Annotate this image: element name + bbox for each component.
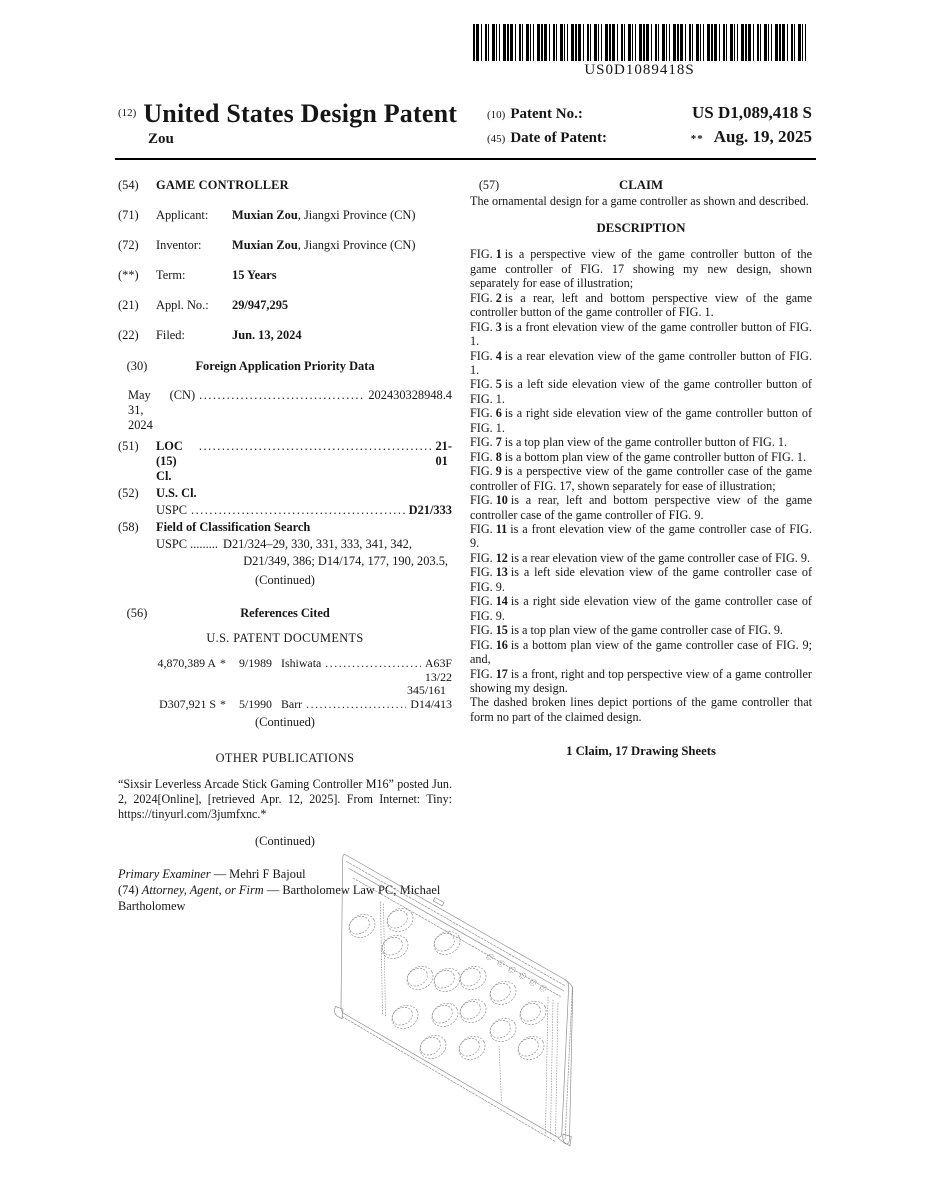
search-uspc-row xyxy=(118,537,452,552)
fig-text: is a front elevation view of the game controller button of FIG. 1. xyxy=(470,319,812,349)
fig-prefix: FIG. xyxy=(470,406,493,421)
examiner-label: Primary Examiner xyxy=(118,867,211,882)
figure-description xyxy=(470,565,812,594)
fig-number: 9 xyxy=(495,464,502,479)
fig-prefix: FIG. xyxy=(470,493,493,508)
fig-prefix: FIG. xyxy=(470,594,493,609)
attorney-name: — Bartholomew Law PC; Michael Bartholomew xyxy=(118,883,441,914)
fig-prefix: FIG. xyxy=(470,348,493,363)
term-value: 15 Years xyxy=(232,268,277,282)
fig-prefix: FIG. xyxy=(470,521,493,536)
uspc-label: USPC xyxy=(156,503,187,517)
priority-number: 202430328948.4 xyxy=(368,388,452,402)
patent-no-label: Patent No.: xyxy=(510,106,583,122)
term-stars: ** xyxy=(690,133,704,145)
patent-no-value: US D1,089,418 S xyxy=(692,103,812,122)
fig-number: 6 xyxy=(495,406,502,421)
fig-text: is a right side elevation view of the game controller button of FIG. 1. xyxy=(470,406,812,435)
claim-heading-row xyxy=(470,178,812,192)
search-classes-2: D21/349, 386; D14/174, 177, 190, 203.5, xyxy=(243,554,448,568)
patent-number-row xyxy=(487,103,812,123)
ref-name: Barr xyxy=(281,696,303,711)
ref-date: 5/1990 xyxy=(238,696,272,711)
figure-description xyxy=(470,551,812,565)
figure-description xyxy=(470,623,812,637)
fig-text: is a rear, left and bottom perspective view of the game controller button of the game controller of FIG. 1. xyxy=(470,290,812,320)
references-heading xyxy=(118,606,452,621)
search-label: Field of Classification Search xyxy=(156,520,311,534)
figure-description xyxy=(470,349,812,378)
field-label: Inventor: xyxy=(156,238,202,252)
priority-heading xyxy=(118,359,452,374)
fig-prefix: FIG. xyxy=(470,464,493,479)
barcode-number: US0D1089418S xyxy=(584,62,695,78)
search-code: (58) xyxy=(118,520,139,534)
uspc-value: D21/333 xyxy=(408,503,452,517)
search-continued: (Continued) xyxy=(255,573,315,587)
invention-title: GAME CONTROLLER xyxy=(156,178,289,192)
fig-prefix: FIG. xyxy=(470,550,493,565)
fig-number: 1 xyxy=(495,247,502,262)
us-patent-documents-heading: U.S. PATENT DOCUMENTS xyxy=(206,631,364,645)
references-code: (56) xyxy=(126,606,148,620)
field-value xyxy=(232,238,415,253)
field-search-row xyxy=(118,520,452,535)
search-classes-1: D21/324–29, 330, 331, 333, 341, 342, xyxy=(223,537,412,551)
field-code: (72) xyxy=(118,238,139,252)
claims-sheets-note: 1 Claim, 17 Drawing Sheets xyxy=(566,744,716,759)
other-publications-heading: OTHER PUBLICATIONS xyxy=(215,751,355,766)
figure-description xyxy=(470,247,812,290)
uscl-code: (52) xyxy=(118,486,139,500)
publications-continued: (Continued) xyxy=(255,834,315,849)
ref-class-overflow: 345/161 xyxy=(407,683,446,698)
date-value xyxy=(691,127,812,147)
field-value xyxy=(232,208,415,223)
priority-country: (CN) xyxy=(169,388,196,402)
loc-label: LOC (15) Cl. xyxy=(156,439,183,483)
field-label: Applicant: xyxy=(156,208,209,222)
ref-date: 9/1989 xyxy=(238,656,272,670)
appl-no-row xyxy=(118,298,452,313)
ref-class: A63F 13/22 xyxy=(424,656,452,684)
game-controller-figure xyxy=(320,840,582,1152)
applicant-name: Muxian Zou xyxy=(232,208,298,222)
field-value xyxy=(232,268,277,283)
fig-number: 10 xyxy=(495,493,508,508)
fig-prefix: FIG. xyxy=(470,290,493,305)
fig-prefix: FIG. xyxy=(470,319,493,334)
dot-leader xyxy=(325,657,421,684)
term-row xyxy=(118,268,452,283)
title-row xyxy=(118,178,452,193)
reference-row xyxy=(118,657,452,684)
fig-prefix: FIG. xyxy=(470,637,493,652)
uscl-label: U.S. Cl. xyxy=(156,486,197,500)
fig-number: 2 xyxy=(495,290,502,305)
document-title: United States Design Patent xyxy=(143,99,458,128)
applicant-row xyxy=(118,208,452,223)
fig-text: is a perspective view of the game controller button of the game controller of FIG. 17 showing my new design, shown separately for ease of illustration; xyxy=(470,247,812,291)
applicant-rest: , Jiangxi Province (CN) xyxy=(297,208,416,222)
patent-number-block xyxy=(487,103,812,151)
field-value xyxy=(232,298,288,313)
loc-code: (51) xyxy=(118,439,139,453)
fig-text: is a left side elevation view of the game controller button of FIG. 1. xyxy=(470,377,812,406)
fig-text: is a front elevation view of the game controller case of FIG. 9. xyxy=(470,521,812,551)
fig-number: 5 xyxy=(495,377,502,392)
us-class-row xyxy=(118,486,452,501)
ref-name: Ishiwata xyxy=(281,656,322,670)
inventor-name: Muxian Zou xyxy=(232,238,298,252)
fig-text: is a rear elevation view of the game controller button of FIG. 1. xyxy=(470,348,812,377)
fig-prefix: FIG. xyxy=(470,623,493,638)
dot-leader xyxy=(306,698,406,712)
description-heading: DESCRIPTION xyxy=(596,220,686,235)
attorney-label: Attorney, Agent, or Firm xyxy=(141,883,264,898)
inventor-row xyxy=(118,238,452,253)
fig-number: 12 xyxy=(495,550,508,565)
fig-number: 7 xyxy=(495,435,502,450)
uspc-row xyxy=(118,503,452,518)
fig-text: is a right side elevation view of the game controller case of FIG. 9. xyxy=(470,594,812,623)
fig-prefix: FIG. xyxy=(470,247,493,262)
dot-leader xyxy=(191,503,405,518)
figure-description xyxy=(470,406,812,435)
ref-star: * xyxy=(220,656,226,670)
fig-number: 15 xyxy=(495,623,508,638)
figure-description xyxy=(470,522,812,551)
claim-heading: CLAIM xyxy=(618,178,664,192)
fig-number: 3 xyxy=(495,319,502,334)
patent-date-row xyxy=(487,127,812,147)
date-label: Date of Patent: xyxy=(510,130,607,146)
filed-row xyxy=(118,328,452,343)
fig-number: 4 xyxy=(495,348,502,363)
title-code: (54) xyxy=(118,178,139,192)
right-column xyxy=(470,178,812,914)
field-code: (21) xyxy=(118,298,139,312)
filed-value: Jun. 13, 2024 xyxy=(232,328,302,342)
kind-code: (12) xyxy=(118,107,137,119)
fig-text: is a left side elevation view of the game controller case of FIG. 9. xyxy=(470,565,812,594)
inventor-rest: , Jiangxi Province (CN) xyxy=(297,238,416,252)
fig-number: 11 xyxy=(495,521,508,536)
field-label: Filed: xyxy=(156,328,185,342)
fig-text: is a perspective view of the game controller case of the game controller of FIG. 17, shown separately for ease of illustration; xyxy=(470,464,812,493)
appl-no-value: 29/947,295 xyxy=(232,298,289,312)
figure-description xyxy=(470,594,812,623)
date-text: Aug. 19, 2025 xyxy=(713,127,812,146)
claim-text: The ornamental design for a game controller as shown and described. xyxy=(470,194,809,209)
ref-number: D307,921 S xyxy=(159,696,216,711)
document-type-header xyxy=(118,99,457,129)
fig-text: is a front, right and top perspective view of a game controller showing my design. xyxy=(470,666,812,695)
field-code: (22) xyxy=(118,328,139,342)
figure-description xyxy=(470,377,812,406)
fig-number: 8 xyxy=(495,449,502,464)
fig-prefix: FIG. xyxy=(470,435,493,450)
ref-number: 4,870,389 A xyxy=(157,656,216,670)
dot-leader xyxy=(199,439,432,484)
fig-prefix: FIG. xyxy=(470,666,493,681)
references-continued: (Continued) xyxy=(255,715,315,730)
priority-date: May 31, 2024 xyxy=(128,388,153,432)
loc-value: 21-01 xyxy=(435,439,452,468)
inventor-surname: Zou xyxy=(148,131,174,147)
fig-text: is a bottom plan view of the game controller button of FIG. 1. xyxy=(504,449,807,464)
patent-barcode xyxy=(473,24,806,61)
figure-description xyxy=(470,450,812,464)
fig-number: 16 xyxy=(495,637,508,652)
fig-number: 13 xyxy=(495,565,508,580)
field-value xyxy=(232,328,302,343)
figure-description xyxy=(470,638,812,667)
priority-entry xyxy=(118,388,452,433)
figure-description xyxy=(470,291,812,320)
fig-text: is a rear, left and bottom perspective view of the game controller case of the game controller of FIG. 9. xyxy=(470,493,812,522)
patent-no-code: (10) xyxy=(487,109,506,121)
fig-text: is a top plan view of the game controller case of FIG. 9. xyxy=(510,623,783,638)
field-label: Appl. No.: xyxy=(156,298,209,312)
fig-prefix: FIG. xyxy=(470,449,493,464)
figure-description xyxy=(470,493,812,522)
reference-row xyxy=(118,698,452,712)
examiner-name: — Mehri F Bajoul xyxy=(213,867,306,882)
left-column xyxy=(118,178,452,914)
dot-leader xyxy=(199,388,364,433)
attorney-code: (74) xyxy=(118,883,139,898)
field-code: (71) xyxy=(118,208,139,222)
figure-description xyxy=(470,464,812,493)
figure-description xyxy=(470,667,812,696)
dot-leader-short: ......... xyxy=(190,537,218,551)
loc-class-row xyxy=(118,439,452,484)
priority-code: (30) xyxy=(126,359,148,373)
date-code: (45) xyxy=(487,133,506,145)
claim-code: (57) xyxy=(478,178,500,192)
fig-number: 14 xyxy=(495,594,508,609)
priority-heading-text: Foreign Application Priority Data xyxy=(195,359,375,373)
field-code: (**) xyxy=(118,268,139,282)
fig-prefix: FIG. xyxy=(470,565,493,580)
ref-class: D14/413 xyxy=(410,696,452,711)
fig-text: is a top plan view of the game controller button of FIG. 1. xyxy=(504,435,788,450)
broken-lines-note: The dashed broken lines depict portions of the game controller that form no part of the claimed design. xyxy=(470,695,812,724)
figure-description xyxy=(470,435,812,449)
fig-text: is a rear elevation view of the game controller case of FIG. 9. xyxy=(510,550,811,565)
fig-text: is a bottom plan view of the game controller case of FIG. 9; and, xyxy=(470,637,812,667)
other-publication-text: “Sixsir Leverless Arcade Stick Gaming Controller M16” posted Jun. 2, 2024[Online], [retrieved Apr. 12, 2025]. From Internet: Tiny: https://tinyurl.com/3jumfxnc.* xyxy=(118,777,452,822)
search-uspc-label: USPC xyxy=(156,537,187,551)
ref-star: * xyxy=(220,696,226,711)
fig-prefix: FIG. xyxy=(470,377,493,392)
header-divider xyxy=(115,158,816,160)
body-columns xyxy=(118,178,812,914)
field-label: Term: xyxy=(156,268,186,282)
references-heading-text: References Cited xyxy=(240,606,330,620)
fig-number: 17 xyxy=(495,666,508,681)
figure-description xyxy=(470,320,812,349)
